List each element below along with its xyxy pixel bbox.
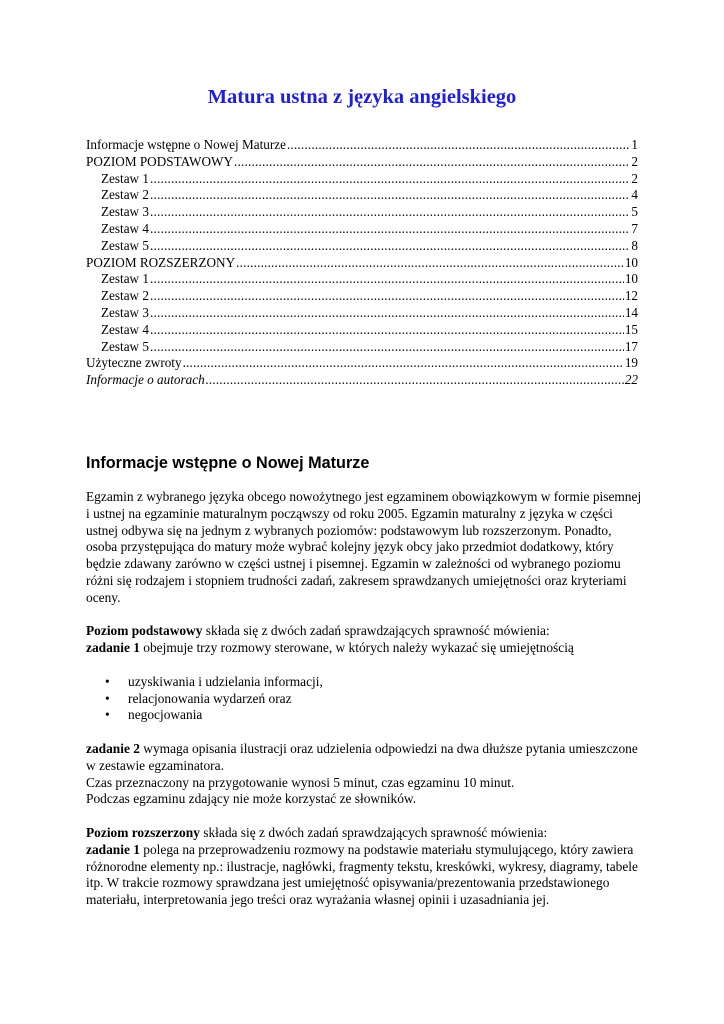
skills-list xyxy=(86,674,646,724)
basic-task1-label: zadanie 1 xyxy=(86,640,140,656)
list-item: • negocjowania xyxy=(86,707,646,724)
toc-leader-dots xyxy=(150,221,630,238)
list-item: • relacjonowania wydarzeń oraz xyxy=(86,691,646,708)
toc-entry-label: Zestaw 5 xyxy=(101,237,149,253)
extended-level-label: Poziom rozszerzony xyxy=(86,824,200,840)
toc-entry[interactable] xyxy=(86,255,638,272)
toc-entry[interactable] xyxy=(86,355,638,372)
toc-entry[interactable] xyxy=(86,238,638,255)
toc-entry-page: 19 xyxy=(624,355,638,371)
intro-paragraph: Egzamin z wybranego języka obcego nowożytnego jest egzaminem obowiązkowym w formie pisemnej i ustnej na egzaminie maturalnym począwszy od roku 2005. Egzamin maturalny z języka w części ustnej odbywa się na jednym z wybranych poziomów: podstawowym lub rozszerzonym. Ponadto, osoba przystępująca do matury może wybrać kolejny język obcy jako przedmiot dodatkowy, który będzie zdawany zarówno w części ustnej i pisemnej. Egzamin w zależności od wybranego poziomu różni się rodzajem i stopniem trudności zadań, zakresem sprawdzanych umiejętności oraz kryteriami oceny. xyxy=(86,489,642,605)
toc-entry[interactable] xyxy=(86,187,638,204)
toc-entry-page: 4 xyxy=(631,187,638,203)
toc-leader-dots xyxy=(150,187,630,204)
toc-entry-page: 10 xyxy=(624,271,638,287)
toc-entry-page: 22 xyxy=(624,372,638,388)
toc-entry[interactable] xyxy=(86,171,638,188)
section-body xyxy=(86,489,646,909)
toc-leader-dots xyxy=(150,305,624,322)
toc-leader-dots xyxy=(150,322,624,339)
toc-entry[interactable] xyxy=(86,137,638,154)
toc-entry[interactable] xyxy=(86,154,638,171)
toc-entry[interactable] xyxy=(86,271,638,288)
toc-entry-page: 2 xyxy=(631,170,638,186)
basic-task2-label: zadanie 2 xyxy=(86,740,140,756)
toc-entry-label: POZIOM ROZSZERZONY xyxy=(86,254,236,270)
toc-leader-dots xyxy=(150,288,624,305)
toc-entry-label: Zestaw 2 xyxy=(101,288,149,304)
dictionary-line: Podczas egzaminu zdający nie może korzystać ze słowników. xyxy=(86,791,417,807)
list-item: • uzyskiwania i udzielania informacji, xyxy=(86,674,646,691)
toc-leader-dots xyxy=(150,171,630,188)
toc-entry-label: Zestaw 2 xyxy=(101,187,149,203)
toc-entry-label: Zestaw 1 xyxy=(101,170,149,186)
basic-task1-line: zadanie 1 obejmuje trzy rozmowy sterowane, w których należy wykazać się umiejętnością xyxy=(86,640,574,656)
toc-entry[interactable] xyxy=(86,372,638,389)
time-line: Czas przeznaczony na przygotowanie wynosi 5 minut, czas egzaminu 10 minut. xyxy=(86,774,515,790)
toc-entry-label: Zestaw 1 xyxy=(101,271,149,287)
toc-leader-dots xyxy=(287,137,630,154)
toc-entry-label: Informacje wstępne o Nowej Maturze xyxy=(86,137,286,152)
toc-leader-dots xyxy=(183,355,624,372)
toc-entry-label: Zestaw 3 xyxy=(101,304,149,320)
toc-entry-label: POZIOM PODSTAWOWY xyxy=(86,153,233,169)
toc-entry[interactable] xyxy=(86,322,638,339)
basic-task2-line: zadanie 2 wymaga opisania ilustracji oraz udzielenia odpowiedzi na dwa dłuższe pytania umieszczone w zestawie egzaminatora. xyxy=(86,740,638,773)
toc-entry[interactable] xyxy=(86,339,638,356)
toc-leader-dots xyxy=(150,204,630,221)
toc-leader-dots xyxy=(234,154,630,171)
toc-leader-dots xyxy=(206,372,624,389)
toc-entry[interactable] xyxy=(86,221,638,238)
toc-entry-page: 8 xyxy=(631,237,638,253)
toc-leader-dots xyxy=(236,255,624,272)
toc-entry-page: 14 xyxy=(624,304,638,320)
toc-entry-label: Użyteczne zwroty xyxy=(86,355,182,371)
toc-entry-page: 5 xyxy=(631,204,638,220)
toc-entry-label: Zestaw 4 xyxy=(101,220,149,236)
toc-entry-page: 7 xyxy=(631,220,638,236)
toc-entry[interactable] xyxy=(86,288,638,305)
toc-entry-label: Informacje o autorach xyxy=(86,372,205,388)
toc-leader-dots xyxy=(150,271,624,288)
toc-entry-page: 12 xyxy=(624,288,638,304)
toc-entry-page: 10 xyxy=(624,254,638,270)
toc-entry-page: 15 xyxy=(624,321,638,337)
basic-level-label: Poziom podstawowy xyxy=(86,623,203,639)
toc-entry-page: 17 xyxy=(624,338,638,354)
toc-leader-dots xyxy=(150,238,630,255)
toc-leader-dots xyxy=(150,339,624,356)
toc-entry[interactable] xyxy=(86,305,638,322)
toc-entry-label: Zestaw 5 xyxy=(101,338,149,354)
toc-entry[interactable] xyxy=(86,204,638,221)
toc-entry-label: Zestaw 3 xyxy=(101,204,149,220)
table-of-contents xyxy=(86,137,638,389)
document-title: Matura ustna z języka angielskiego xyxy=(207,86,517,108)
toc-entry-page: 1 xyxy=(631,137,638,152)
toc-entry-label: Zestaw 4 xyxy=(101,321,149,337)
extended-task1-label: zadanie 1 xyxy=(86,841,140,857)
section-heading: Informacje wstępne o Nowej Maturze xyxy=(86,454,370,472)
extended-level-line: Poziom rozszerzony składa się z dwóch zadań sprawdzających sprawność mówienia: xyxy=(86,824,548,840)
toc-entry-page: 2 xyxy=(631,153,638,169)
basic-level-line: Poziom podstawowy składa się z dwóch zadań sprawdzających sprawność mówienia: xyxy=(86,623,550,639)
extended-task1-line: zadanie 1 polega na przeprowadzeniu rozmowy na podstawie materiału stymulującego, który zawiera różnorodne elementy np.: ilustracje, nagłówki, fragmenty tekstu, kreskówki, wykresy, diagramy, tabele itp. W trakcie rozmowy sprawdzana jest umiejętność opisywania/prezentowania przedstawionego materiału, interpretowania jego treści oraz wyrażania własnej opinii i uzasadniania jej. xyxy=(86,841,638,908)
